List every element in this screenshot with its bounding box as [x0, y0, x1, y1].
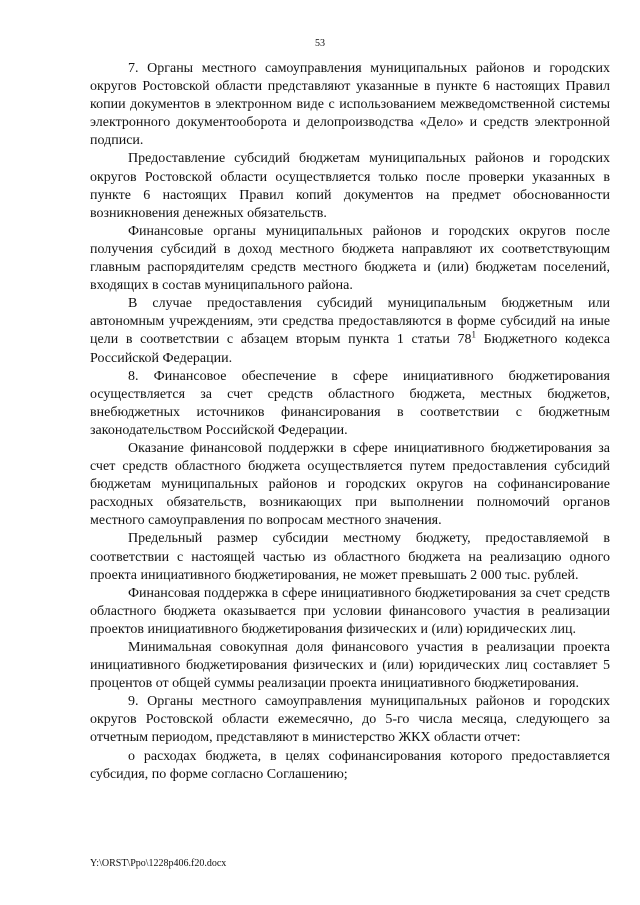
paragraph-financial-support: Оказание финансовой поддержки в сфере инициативного бюджетирования за счет средств областного бюджета осуществляется путем предоставления субсидий бюджетам муниципальных районов и городских округов на софинансирование расходных обязательств, возникающих при выполнении полномочий органов местного самоуправления по вопросам местного значения. [90, 440, 610, 529]
paragraph-institutions-text: В случае предоставления субсидий муниципальным бюджетным или автономным учреждениям, эти средства предоставляются в форме субсидий на иные цели в соответствии с абзацем вторым пункта 1 статьи 78 [90, 296, 610, 348]
paragraph-institutions-tail: Бюджетного кодекса Российской Федерации. [90, 332, 610, 366]
article-superscript: 1 [471, 329, 476, 340]
paragraph-minimum-share: Минимальная совокупная доля финансового участия в реализации проекта инициативного бюджетирования физических и (или) юридических лиц составляет 5 процентов от общей суммы реализации проекта инициативного бюджетирования. [90, 640, 610, 692]
page-number: 53 [315, 38, 325, 49]
paragraph-institutions [90, 295, 610, 367]
paragraph-7-submission: 7. Органы местного самоуправления муниципальных районов и городских округов Ростовской области представляют указанные в пункте 6 настоящих Правил копии документов в электронном виде с использованием межведомственной системы электронного документооборота и делопроизводства «Дело» и средств электронной подписи. [90, 61, 610, 149]
paragraph-support-condition: Финансовая поддержка в сфере инициативного бюджетирования за счет средств областного бюджета оказывается при условии финансового участия в реализации проектов инициативного бюджетирования физических и (или) юридических лиц. [90, 585, 610, 637]
paragraph-financial-bodies: Финансовые органы муниципальных районов и городских округов после получения субсидий в доход местного бюджета направляют их соответствующим главным распорядителям средств местного бюджета и (или) бюджетам поселений, входящих в состав муниципального района. [90, 223, 610, 294]
paragraph-8-initiative-budgeting: 8. Финансовое обеспечение в сфере инициативного бюджетирования осуществляется за счет средств областного бюджета, местных бюджетов, внебюджетных источников финансирования в соответствии с бюджетным законодательством Российской Федерации. [90, 368, 610, 438]
file-path-footer: Y:\ORST\Ppo\1228p406.f20.docx [90, 858, 227, 869]
paragraph-subsidy-limit: Предельный размер субсидии местному бюджету, предоставляемой в соответствии с настоящей частью из областного бюджета на реализацию одного проекта инициативного бюджетирования, не может превышать 2 000 тыс. рублей. [90, 531, 610, 583]
paragraph-subsidy-provision: Предоставление субсидий бюджетам муниципальных районов и городских округов Ростовской области осуществляется только после проверки указанных в пункте 6 настоящих Правил копий документов на предмет обоснованности возникновения денежных обязательств. [90, 151, 610, 221]
paragraph-expense-report: о расходах бюджета, в целях софинансирования которого предоставляется субсидия, по форме согласно Соглашению; [90, 748, 610, 782]
paragraph-9-reporting: 9. Органы местного самоуправления муниципальных районов и городских округов Ростовской области ежемесячно, до 5-го числа месяца, следующего за отчетным периодом, представляют в министерство ЖКХ области отчет: [90, 694, 610, 746]
document-body [90, 60, 610, 784]
